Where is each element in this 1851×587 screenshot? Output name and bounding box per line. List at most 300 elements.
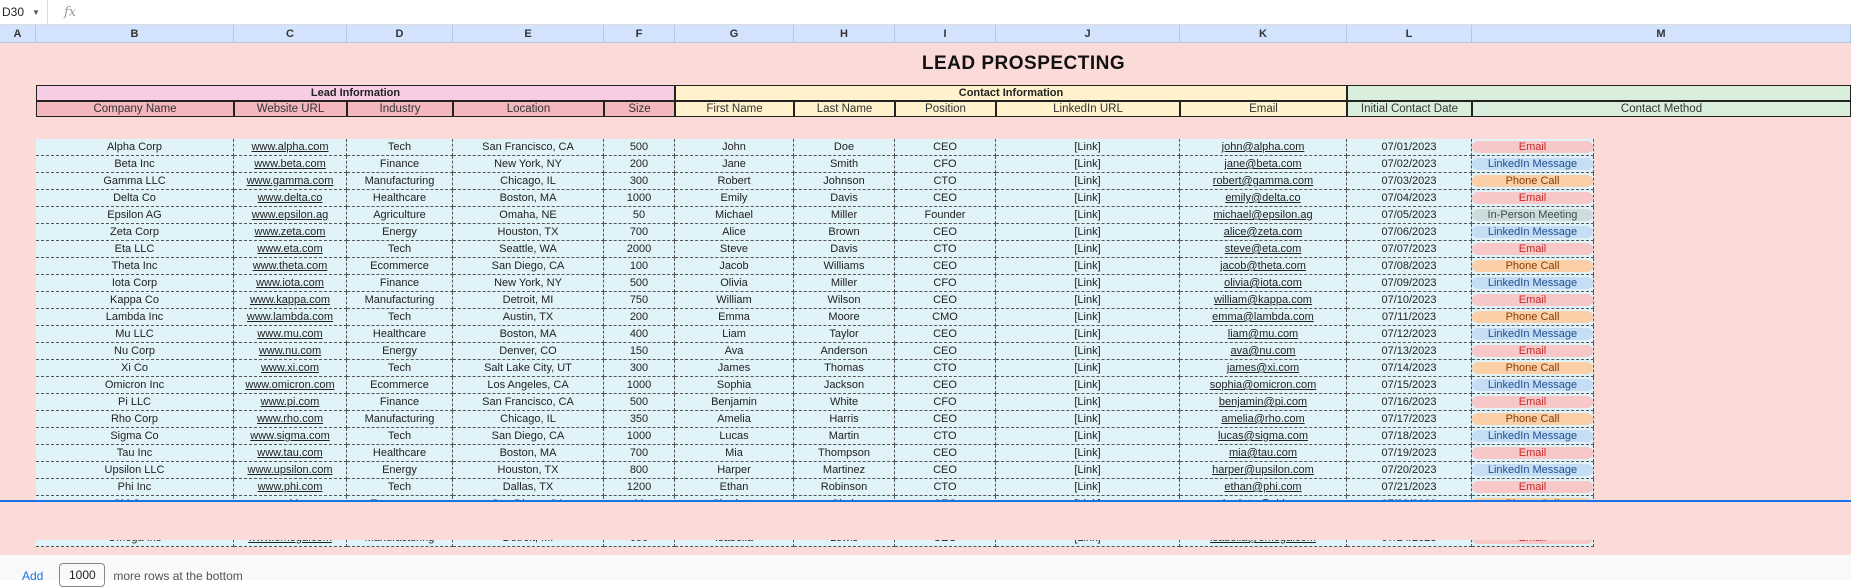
column-header-a[interactable]: A <box>0 25 36 43</box>
cell-contact-method[interactable] <box>1472 309 1594 326</box>
cell-email[interactable]: ethan@phi.com <box>1180 479 1347 496</box>
cell-last-name[interactable]: Williams <box>794 258 895 275</box>
cell-size[interactable]: 400 <box>604 326 675 343</box>
cell-location[interactable]: Detroit, MI <box>453 292 604 309</box>
cell-size[interactable]: 300 <box>604 173 675 190</box>
cell-linkedin-url[interactable]: [Link] <box>996 445 1180 462</box>
add-rows-button[interactable]: Add <box>22 569 44 583</box>
cell-first-name[interactable]: James <box>675 360 794 377</box>
cell-contact-method[interactable] <box>1472 411 1594 428</box>
cell-size[interactable]: 1000 <box>604 377 675 394</box>
cell-company-name[interactable]: Eta LLC <box>36 241 234 258</box>
cell-initial-contact-date[interactable]: 07/10/2023 <box>1347 292 1472 309</box>
header-location[interactable]: Location <box>453 101 604 117</box>
cell-location[interactable]: Houston, TX <box>453 462 604 479</box>
cell-company-name[interactable]: Alpha Corp <box>36 139 234 156</box>
cell-initial-contact-date[interactable]: 07/20/2023 <box>1347 462 1472 479</box>
cell-industry[interactable]: Manufacturing <box>347 292 453 309</box>
cell-position[interactable]: CEO <box>895 411 996 428</box>
cell-size[interactable]: 150 <box>604 343 675 360</box>
cell-website-url[interactable]: www.delta.co <box>234 190 347 207</box>
cell-first-name[interactable]: Ava <box>675 343 794 360</box>
cell-website-url[interactable]: www.nu.com <box>234 343 347 360</box>
cell-linkedin-url[interactable]: [Link] <box>996 479 1180 496</box>
header-email[interactable]: Email <box>1180 101 1347 117</box>
cell-location[interactable]: Los Angeles, CA <box>453 377 604 394</box>
cell-contact-method[interactable] <box>1472 207 1594 224</box>
cell-initial-contact-date[interactable]: 07/21/2023 <box>1347 479 1472 496</box>
cell-linkedin-url[interactable]: [Link] <box>996 139 1180 156</box>
column-header-e[interactable]: E <box>453 25 604 43</box>
cell-last-name[interactable]: Miller <box>794 275 895 292</box>
cell-first-name[interactable]: Robert <box>675 173 794 190</box>
cell-initial-contact-date[interactable]: 07/13/2023 <box>1347 343 1472 360</box>
cell-contact-method[interactable] <box>1472 394 1594 411</box>
cell-website-url[interactable]: www.mu.com <box>234 326 347 343</box>
cell-industry[interactable]: Energy <box>347 462 453 479</box>
cell-location[interactable]: Houston, TX <box>453 224 604 241</box>
cell-linkedin-url[interactable]: [Link] <box>996 326 1180 343</box>
cell-size[interactable]: 500 <box>604 139 675 156</box>
cell-industry[interactable]: Finance <box>347 394 453 411</box>
cell-initial-contact-date[interactable]: 07/08/2023 <box>1347 258 1472 275</box>
cell-initial-contact-date[interactable]: 07/06/2023 <box>1347 224 1472 241</box>
cell-email[interactable]: william@kappa.com <box>1180 292 1347 309</box>
column-header-i[interactable]: I <box>895 25 996 43</box>
contact-method-badge[interactable]: LinkedIn Message <box>1472 226 1593 238</box>
cell-email[interactable]: jane@beta.com <box>1180 156 1347 173</box>
column-header-b[interactable]: B <box>36 25 234 43</box>
cell-first-name[interactable]: Sophia <box>675 377 794 394</box>
cell-position[interactable]: CTO <box>895 428 996 445</box>
cell-linkedin-url[interactable]: [Link] <box>996 309 1180 326</box>
cell-location[interactable]: Omaha, NE <box>453 207 604 224</box>
cell-website-url[interactable]: www.zeta.com <box>234 224 347 241</box>
column-header-c[interactable]: C <box>234 25 347 43</box>
cell-contact-method[interactable] <box>1472 428 1594 445</box>
cell-website-url[interactable]: www.sigma.com <box>234 428 347 445</box>
group-header-tracking[interactable] <box>1347 85 1851 101</box>
header-size[interactable]: Size <box>604 101 675 117</box>
cell-industry[interactable]: Ecommerce <box>347 258 453 275</box>
cell-contact-method[interactable] <box>1472 224 1594 241</box>
cell-company-name[interactable]: Nu Corp <box>36 343 234 360</box>
cell-linkedin-url[interactable]: [Link] <box>996 156 1180 173</box>
cell-contact-method[interactable] <box>1472 479 1594 496</box>
cell-position[interactable]: CFO <box>895 156 996 173</box>
cell-first-name[interactable]: Harper <box>675 462 794 479</box>
cell-last-name[interactable]: Doe <box>794 139 895 156</box>
cell-email[interactable]: john@alpha.com <box>1180 139 1347 156</box>
cell-location[interactable]: Chicago, IL <box>453 173 604 190</box>
cell-initial-contact-date[interactable]: 07/05/2023 <box>1347 207 1472 224</box>
cell-location[interactable]: San Francisco, CA <box>453 139 604 156</box>
contact-method-badge[interactable]: Email <box>1472 481 1593 493</box>
contact-method-badge[interactable]: LinkedIn Message <box>1472 328 1593 340</box>
column-header-j[interactable]: J <box>996 25 1180 43</box>
header-website-url[interactable]: Website URL <box>234 101 347 117</box>
cell-initial-contact-date[interactable]: 07/12/2023 <box>1347 326 1472 343</box>
cell-initial-contact-date[interactable]: 07/16/2023 <box>1347 394 1472 411</box>
cell-email[interactable]: steve@eta.com <box>1180 241 1347 258</box>
cell-last-name[interactable]: White <box>794 394 895 411</box>
cell-first-name[interactable]: Amelia <box>675 411 794 428</box>
cell-company-name[interactable]: Iota Corp <box>36 275 234 292</box>
cell-last-name[interactable]: Robinson <box>794 479 895 496</box>
column-header-m[interactable]: M <box>1472 25 1851 43</box>
cell-industry[interactable]: Healthcare <box>347 445 453 462</box>
cell-size[interactable]: 200 <box>604 156 675 173</box>
column-header-h[interactable]: H <box>794 25 895 43</box>
cell-location[interactable]: Seattle, WA <box>453 241 604 258</box>
contact-method-badge[interactable]: LinkedIn Message <box>1472 158 1593 170</box>
cell-last-name[interactable]: Johnson <box>794 173 895 190</box>
cell-contact-method[interactable] <box>1472 343 1594 360</box>
cell-industry[interactable]: Ecommerce <box>347 377 453 394</box>
cell-linkedin-url[interactable]: [Link] <box>996 275 1180 292</box>
column-header-l[interactable]: L <box>1347 25 1472 43</box>
cell-company-name[interactable]: Phi Inc <box>36 479 234 496</box>
column-header-g[interactable]: G <box>675 25 794 43</box>
cell-email[interactable]: mia@tau.com <box>1180 445 1347 462</box>
cell-contact-method[interactable] <box>1472 173 1594 190</box>
cell-email[interactable]: ava@nu.com <box>1180 343 1347 360</box>
header-last-name[interactable]: Last Name <box>794 101 895 117</box>
cell-industry[interactable]: Tech <box>347 479 453 496</box>
cell-last-name[interactable]: Davis <box>794 190 895 207</box>
cell-first-name[interactable]: Alice <box>675 224 794 241</box>
header-first-name[interactable]: First Name <box>675 101 794 117</box>
contact-method-badge[interactable]: Email <box>1472 294 1593 306</box>
cell-size[interactable]: 1000 <box>604 428 675 445</box>
cell-industry[interactable]: Tech <box>347 309 453 326</box>
cell-linkedin-url[interactable]: [Link] <box>996 190 1180 207</box>
cell-company-name[interactable]: Kappa Co <box>36 292 234 309</box>
cell-position[interactable]: CEO <box>895 190 996 207</box>
cell-last-name[interactable]: Smith <box>794 156 895 173</box>
cell-industry[interactable]: Healthcare <box>347 190 453 207</box>
cell-last-name[interactable]: Miller <box>794 207 895 224</box>
cell-last-name[interactable]: Harris <box>794 411 895 428</box>
cell-initial-contact-date[interactable]: 07/04/2023 <box>1347 190 1472 207</box>
cell-first-name[interactable]: Emma <box>675 309 794 326</box>
cell-industry[interactable]: Energy <box>347 224 453 241</box>
cell-email[interactable]: sophia@omicron.com <box>1180 377 1347 394</box>
cell-company-name[interactable]: Mu LLC <box>36 326 234 343</box>
cell-linkedin-url[interactable]: [Link] <box>996 292 1180 309</box>
cell-email[interactable]: james@xi.com <box>1180 360 1347 377</box>
cell-location[interactable]: San Diego, CA <box>453 428 604 445</box>
cell-location[interactable]: San Francisco, CA <box>453 394 604 411</box>
cell-company-name[interactable]: Beta Inc <box>36 156 234 173</box>
cell-size[interactable]: 200 <box>604 309 675 326</box>
cell-industry[interactable]: Tech <box>347 241 453 258</box>
name-box[interactable] <box>0 0 48 24</box>
cell-industry[interactable]: Tech <box>347 139 453 156</box>
sheet-title[interactable]: LEAD PROSPECTING <box>921 53 1126 74</box>
contact-method-badge[interactable]: Email <box>1472 192 1593 204</box>
cell-first-name[interactable]: Jane <box>675 156 794 173</box>
cell-linkedin-url[interactable]: [Link] <box>996 258 1180 275</box>
cell-contact-method[interactable] <box>1472 190 1594 207</box>
cell-first-name[interactable]: Ethan <box>675 479 794 496</box>
cell-website-url[interactable]: www.theta.com <box>234 258 347 275</box>
contact-method-badge[interactable]: Phone Call <box>1472 311 1593 323</box>
cell-last-name[interactable]: Thompson <box>794 445 895 462</box>
cell-location[interactable]: Boston, MA <box>453 326 604 343</box>
cell-first-name[interactable]: Olivia <box>675 275 794 292</box>
cell-company-name[interactable]: Epsilon AG <box>36 207 234 224</box>
cell-initial-contact-date[interactable]: 07/18/2023 <box>1347 428 1472 445</box>
cell-contact-method[interactable] <box>1472 462 1594 479</box>
selected-row-strip[interactable] <box>0 500 1851 540</box>
cell-location[interactable]: Boston, MA <box>453 190 604 207</box>
cell-email[interactable]: emma@lambda.com <box>1180 309 1347 326</box>
cell-website-url[interactable]: www.pi.com <box>234 394 347 411</box>
cell-position[interactable]: CEO <box>895 139 996 156</box>
cell-location[interactable]: Denver, CO <box>453 343 604 360</box>
cell-first-name[interactable]: Steve <box>675 241 794 258</box>
cell-contact-method[interactable] <box>1472 275 1594 292</box>
cell-contact-method[interactable] <box>1472 292 1594 309</box>
cell-linkedin-url[interactable]: [Link] <box>996 207 1180 224</box>
cell-size[interactable]: 800 <box>604 462 675 479</box>
contact-method-badge[interactable]: LinkedIn Message <box>1472 379 1593 391</box>
cell-website-url[interactable]: www.beta.com <box>234 156 347 173</box>
cell-linkedin-url[interactable]: [Link] <box>996 224 1180 241</box>
cell-contact-method[interactable] <box>1472 377 1594 394</box>
contact-method-badge[interactable]: LinkedIn Message <box>1472 277 1593 289</box>
cell-initial-contact-date[interactable]: 07/15/2023 <box>1347 377 1472 394</box>
cell-linkedin-url[interactable]: [Link] <box>996 462 1180 479</box>
cell-industry[interactable]: Agriculture <box>347 207 453 224</box>
cell-size[interactable]: 700 <box>604 224 675 241</box>
cell-company-name[interactable]: Gamma LLC <box>36 173 234 190</box>
header-position[interactable]: Position <box>895 101 996 117</box>
column-header-d[interactable]: D <box>347 25 453 43</box>
cell-first-name[interactable]: Emily <box>675 190 794 207</box>
contact-method-badge[interactable]: Email <box>1472 345 1593 357</box>
cell-location[interactable]: New York, NY <box>453 275 604 292</box>
cell-size[interactable]: 500 <box>604 275 675 292</box>
cell-industry[interactable]: Manufacturing <box>347 173 453 190</box>
cell-initial-contact-date[interactable]: 07/01/2023 <box>1347 139 1472 156</box>
cell-industry[interactable]: Healthcare <box>347 326 453 343</box>
cell-company-name[interactable]: Upsilon LLC <box>36 462 234 479</box>
sheet-area[interactable] <box>0 43 1851 555</box>
cell-last-name[interactable]: Taylor <box>794 326 895 343</box>
cell-first-name[interactable]: William <box>675 292 794 309</box>
cell-position[interactable]: CTO <box>895 173 996 190</box>
cell-initial-contact-date[interactable]: 07/09/2023 <box>1347 275 1472 292</box>
cell-last-name[interactable]: Thomas <box>794 360 895 377</box>
cell-email[interactable]: alice@zeta.com <box>1180 224 1347 241</box>
cell-location[interactable]: Chicago, IL <box>453 411 604 428</box>
cell-location[interactable]: Austin, TX <box>453 309 604 326</box>
cell-email[interactable]: amelia@rho.com <box>1180 411 1347 428</box>
cell-position[interactable]: CEO <box>895 258 996 275</box>
cell-position[interactable]: CTO <box>895 241 996 258</box>
cell-last-name[interactable]: Martinez <box>794 462 895 479</box>
cell-website-url[interactable]: www.gamma.com <box>234 173 347 190</box>
cell-last-name[interactable]: Wilson <box>794 292 895 309</box>
contact-method-badge[interactable]: Email <box>1472 243 1593 255</box>
cell-website-url[interactable]: www.rho.com <box>234 411 347 428</box>
cell-location[interactable]: Boston, MA <box>453 445 604 462</box>
header-initial-contact-date[interactable]: Initial Contact Date <box>1347 101 1472 117</box>
cell-linkedin-url[interactable]: [Link] <box>996 428 1180 445</box>
cell-size[interactable]: 100 <box>604 258 675 275</box>
cell-contact-method[interactable] <box>1472 360 1594 377</box>
cell-position[interactable]: CEO <box>895 343 996 360</box>
cell-website-url[interactable]: www.eta.com <box>234 241 347 258</box>
contact-method-badge[interactable]: Email <box>1472 447 1593 459</box>
cell-linkedin-url[interactable]: [Link] <box>996 343 1180 360</box>
cell-linkedin-url[interactable]: [Link] <box>996 360 1180 377</box>
cell-first-name[interactable]: Michael <box>675 207 794 224</box>
cell-email[interactable]: olivia@iota.com <box>1180 275 1347 292</box>
cell-website-url[interactable]: www.omicron.com <box>234 377 347 394</box>
cell-size[interactable]: 1000 <box>604 190 675 207</box>
contact-method-badge[interactable]: Email <box>1472 396 1593 408</box>
cell-initial-contact-date[interactable]: 07/02/2023 <box>1347 156 1472 173</box>
cell-website-url[interactable]: www.kappa.com <box>234 292 347 309</box>
cell-website-url[interactable]: www.epsilon.ag <box>234 207 347 224</box>
cell-email[interactable]: jacob@theta.com <box>1180 258 1347 275</box>
cell-website-url[interactable]: www.iota.com <box>234 275 347 292</box>
cell-company-name[interactable]: Tau Inc <box>36 445 234 462</box>
cell-industry[interactable]: Energy <box>347 343 453 360</box>
cell-size[interactable]: 700 <box>604 445 675 462</box>
cell-company-name[interactable]: Pi LLC <box>36 394 234 411</box>
cell-position[interactable]: CEO <box>895 462 996 479</box>
cell-last-name[interactable]: Jackson <box>794 377 895 394</box>
cell-email[interactable]: lucas@sigma.com <box>1180 428 1347 445</box>
cell-company-name[interactable]: Zeta Corp <box>36 224 234 241</box>
cell-website-url[interactable]: www.lambda.com <box>234 309 347 326</box>
cell-position[interactable]: CEO <box>895 292 996 309</box>
cell-industry[interactable]: Tech <box>347 428 453 445</box>
column-header-f[interactable]: F <box>604 25 675 43</box>
cell-last-name[interactable]: Davis <box>794 241 895 258</box>
cell-last-name[interactable]: Brown <box>794 224 895 241</box>
contact-method-badge[interactable]: In-Person Meeting <box>1472 209 1593 221</box>
header-industry[interactable]: Industry <box>347 101 453 117</box>
cell-size[interactable]: 300 <box>604 360 675 377</box>
column-header-k[interactable]: K <box>1180 25 1347 43</box>
cell-position[interactable]: Founder <box>895 207 996 224</box>
cell-company-name[interactable]: Lambda Inc <box>36 309 234 326</box>
cell-linkedin-url[interactable]: [Link] <box>996 241 1180 258</box>
contact-method-badge[interactable]: LinkedIn Message <box>1472 464 1593 476</box>
cell-position[interactable]: CEO <box>895 445 996 462</box>
cell-size[interactable]: 1200 <box>604 479 675 496</box>
cell-first-name[interactable]: John <box>675 139 794 156</box>
cell-linkedin-url[interactable]: [Link] <box>996 411 1180 428</box>
cell-first-name[interactable]: Jacob <box>675 258 794 275</box>
contact-method-badge[interactable]: LinkedIn Message <box>1472 430 1593 442</box>
cell-company-name[interactable]: Sigma Co <box>36 428 234 445</box>
cell-first-name[interactable]: Lucas <box>675 428 794 445</box>
contact-method-badge[interactable]: Phone Call <box>1472 260 1593 272</box>
cell-linkedin-url[interactable]: [Link] <box>996 394 1180 411</box>
cell-first-name[interactable]: Mia <box>675 445 794 462</box>
cell-company-name[interactable]: Xi Co <box>36 360 234 377</box>
cell-location[interactable]: Salt Lake City, UT <box>453 360 604 377</box>
cell-website-url[interactable]: www.upsilon.com <box>234 462 347 479</box>
row-count-input[interactable]: 1000 <box>59 563 105 587</box>
cell-first-name[interactable]: Benjamin <box>675 394 794 411</box>
cell-position[interactable]: CTO <box>895 479 996 496</box>
cell-email[interactable]: harper@upsilon.com <box>1180 462 1347 479</box>
contact-method-badge[interactable]: Phone Call <box>1472 413 1593 425</box>
cell-company-name[interactable]: Omicron Inc <box>36 377 234 394</box>
contact-method-badge[interactable]: Email <box>1472 141 1593 153</box>
header-contact-method[interactable]: Contact Method <box>1472 101 1851 117</box>
cell-website-url[interactable]: www.xi.com <box>234 360 347 377</box>
cell-industry[interactable]: Manufacturing <box>347 411 453 428</box>
group-header-lead-information[interactable]: Lead Information <box>36 85 675 101</box>
cell-contact-method[interactable] <box>1472 241 1594 258</box>
cell-initial-contact-date[interactable]: 07/07/2023 <box>1347 241 1472 258</box>
contact-method-badge[interactable]: Phone Call <box>1472 175 1593 187</box>
cell-size[interactable]: 2000 <box>604 241 675 258</box>
cell-email[interactable]: michael@epsilon.ag <box>1180 207 1347 224</box>
cell-linkedin-url[interactable]: [Link] <box>996 173 1180 190</box>
cell-position[interactable]: CEO <box>895 326 996 343</box>
cell-industry[interactable]: Finance <box>347 275 453 292</box>
cell-last-name[interactable]: Martin <box>794 428 895 445</box>
cell-size[interactable]: 750 <box>604 292 675 309</box>
cell-position[interactable]: CEO <box>895 377 996 394</box>
cell-position[interactable]: CEO <box>895 224 996 241</box>
cell-linkedin-url[interactable]: [Link] <box>996 377 1180 394</box>
cell-initial-contact-date[interactable]: 07/17/2023 <box>1347 411 1472 428</box>
cell-email[interactable]: benjamin@pi.com <box>1180 394 1347 411</box>
cell-website-url[interactable]: www.alpha.com <box>234 139 347 156</box>
cell-contact-method[interactable] <box>1472 326 1594 343</box>
cell-contact-method[interactable] <box>1472 139 1594 156</box>
cell-position[interactable]: CFO <box>895 275 996 292</box>
cell-size[interactable]: 350 <box>604 411 675 428</box>
cell-email[interactable]: emily@delta.co <box>1180 190 1347 207</box>
cell-company-name[interactable]: Delta Co <box>36 190 234 207</box>
cell-contact-method[interactable] <box>1472 156 1594 173</box>
contact-method-badge[interactable]: Phone Call <box>1472 362 1593 374</box>
cell-company-name[interactable]: Theta Inc <box>36 258 234 275</box>
cell-location[interactable]: San Diego, CA <box>453 258 604 275</box>
cell-position[interactable]: CFO <box>895 394 996 411</box>
chevron-down-icon[interactable]: ▼ <box>32 7 40 17</box>
cell-last-name[interactable]: Anderson <box>794 343 895 360</box>
cell-industry[interactable]: Finance <box>347 156 453 173</box>
cell-initial-contact-date[interactable]: 07/19/2023 <box>1347 445 1472 462</box>
cell-email[interactable]: robert@gamma.com <box>1180 173 1347 190</box>
header-company-name[interactable]: Company Name <box>36 101 234 117</box>
cell-position[interactable]: CMO <box>895 309 996 326</box>
cell-industry[interactable]: Tech <box>347 360 453 377</box>
cell-size[interactable]: 50 <box>604 207 675 224</box>
cell-email[interactable]: liam@mu.com <box>1180 326 1347 343</box>
cell-location[interactable]: New York, NY <box>453 156 604 173</box>
cell-last-name[interactable]: Moore <box>794 309 895 326</box>
cell-initial-contact-date[interactable]: 07/11/2023 <box>1347 309 1472 326</box>
cell-size[interactable]: 500 <box>604 394 675 411</box>
cell-location[interactable]: Dallas, TX <box>453 479 604 496</box>
cell-initial-contact-date[interactable]: 07/14/2023 <box>1347 360 1472 377</box>
header-linkedin-url[interactable]: LinkedIn URL <box>996 101 1180 117</box>
cell-position[interactable]: CTO <box>895 360 996 377</box>
